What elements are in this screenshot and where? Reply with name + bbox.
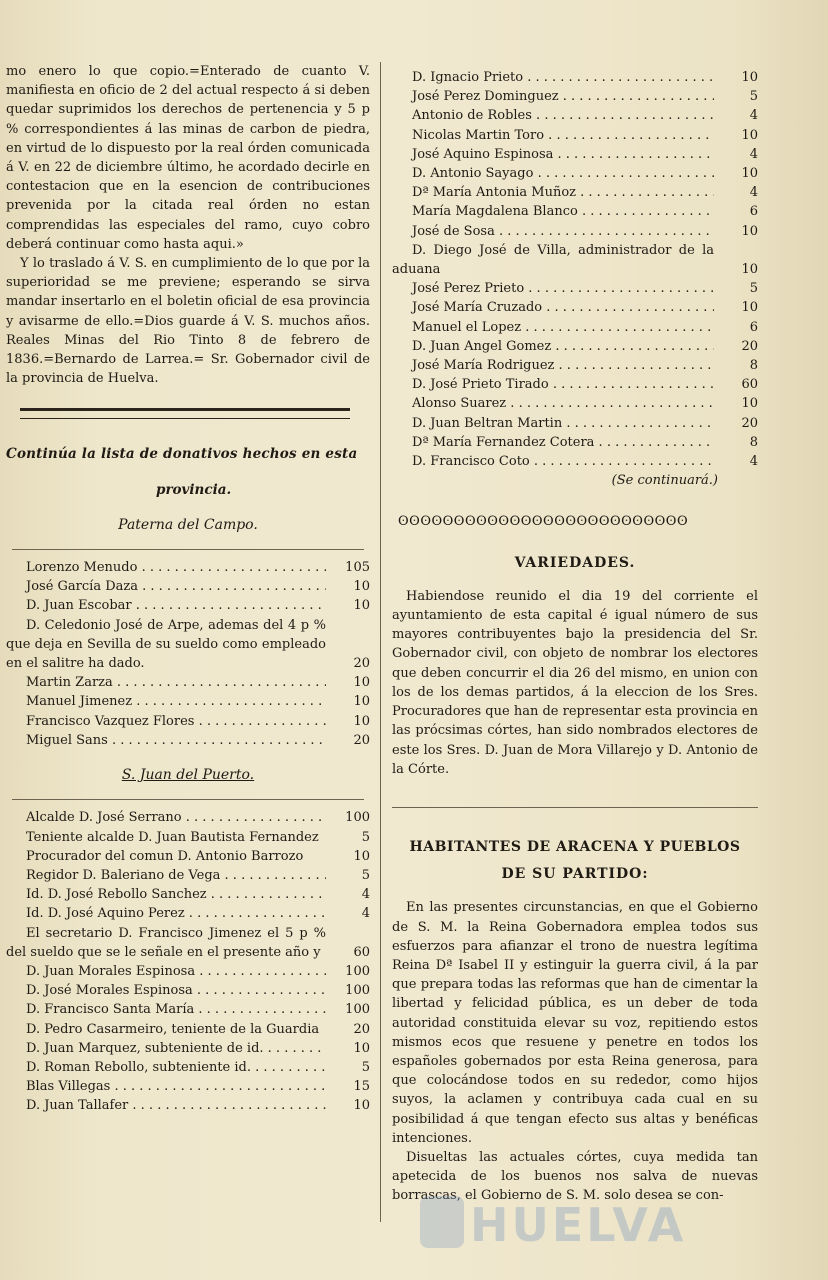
donor-text: D. Celedonio José de Arpe, ademas del 4 p % que deja en Sevilla de su sueldo como empleado en el salitre ha dado.: [6, 617, 326, 672]
donor-entry: [6, 885, 370, 904]
donor-list-continued: [392, 68, 758, 241]
donor-amount: 10: [741, 166, 758, 182]
left-column: [6, 62, 370, 1116]
donor-list-paterna: [6, 558, 370, 616]
donor-amount: 10: [741, 70, 758, 85]
watermark-logo-icon: [420, 1196, 464, 1248]
donor-name: Francisco Vazquez Flores . . .: [6, 712, 326, 731]
donor-amount: 6: [749, 319, 758, 335]
donor-name: Alcalde D. José Serrano . . .: [6, 808, 326, 827]
continued-note: (Se continuará.): [611, 473, 718, 489]
donor-text: D. Diego José de Villa, administrador de la aduana: [392, 242, 714, 278]
donor-name: D. Juan Angel Gomez . . .: [392, 337, 714, 356]
donor-list-continued-2: [392, 279, 758, 471]
donor-amount: 100: [345, 963, 370, 979]
donor-name: José de Sosa . . .: [392, 222, 714, 241]
donor-entry-alcalde: [6, 808, 370, 827]
donor-amount: 5: [749, 89, 758, 105]
donor-name: María Magdalena Blanco . . .: [392, 202, 714, 221]
donor-name: José García Daza . . .: [6, 577, 326, 596]
donor-entry: [6, 731, 370, 750]
variedades-heading: VARIEDADES.: [514, 554, 636, 571]
donor-name: José María Cruzado . . .: [392, 298, 714, 317]
donor-name: Martin Zarza . . .: [6, 673, 326, 692]
column-divider: [380, 62, 381, 1222]
donor-amount: 4: [749, 454, 758, 470]
donor-entry: [392, 394, 758, 413]
donor-amount: 10: [353, 675, 370, 691]
habitantes-paragraph-2: Disueltas las actuales córtes, cuya medida tan apetecida de los buenos nos salva de nuevas borrascas, el Gobierno de S. M. solo desea se con-: [392, 1149, 758, 1204]
list-title-cont: provincia.: [156, 481, 232, 498]
donor-amount: 10: [353, 694, 370, 710]
section-rule: [392, 807, 758, 808]
donor-entry: [392, 452, 758, 471]
donor-entry-secretario: [6, 924, 370, 962]
donor-name: José Perez Dominguez . . .: [392, 87, 714, 106]
donor-entry: [6, 558, 370, 577]
donor-name: D. Ignacio Prieto . . .: [392, 68, 714, 87]
donor-entry: [6, 904, 370, 923]
donor-entry: [392, 356, 758, 375]
donor-entry-arpe: [6, 616, 370, 674]
donor-entry: [392, 433, 758, 452]
donor-entry: [6, 981, 370, 1000]
donor-amount: 60: [353, 944, 370, 960]
donor-amount: 20: [741, 338, 758, 354]
donor-amount: 6: [749, 204, 758, 220]
donor-entry: [392, 414, 758, 433]
donor-entry: [6, 577, 370, 596]
donor-amount: 10: [353, 1098, 370, 1114]
donor-amount: 10: [353, 848, 370, 864]
donor-amount: 5: [749, 281, 758, 297]
donor-entry: [392, 106, 758, 125]
donor-amount: 15: [353, 1079, 370, 1095]
donor-amount: 4: [361, 887, 370, 903]
donor-entry: [392, 126, 758, 145]
donor-list-sanjuan-2: [6, 962, 370, 1020]
donor-amount: 100: [345, 1002, 370, 1018]
donor-name: Id. D. José Aquino Perez . . .: [6, 904, 326, 923]
donor-entry-teniente: [6, 828, 370, 847]
intro-paragraph: mo enero lo que copio.=Enterado de cuanto V. manifiesta en oficio de 2 del actual respecto á si deben quedar suprimidos los derechos de pertenencia y 5 p % correspondientes á las minas de carbon de piedra, en virtud de lo dispuesto por la real órden comunicada á V. en 22 de diciembre último, he acordado decirle en contestacion que en la esencion de contribuciones prevenida por la citada real órden no estan comprendidas las especiales del ramo, cuyo cobro deberá continuar como hasta aqui.»: [6, 64, 370, 252]
donor-entry: [6, 596, 370, 615]
donor-entry: [6, 1077, 370, 1096]
donor-entry-villa: [392, 241, 758, 279]
donor-amount: 5: [361, 867, 370, 883]
donor-name: D. José Prieto Tirado . . .: [392, 375, 714, 394]
donor-name: Dª María Fernandez Cotera . . .: [392, 433, 714, 452]
donor-name: Regidor D. Baleriano de Vega . . .: [6, 866, 326, 885]
donor-entry: [392, 222, 758, 241]
donor-name: D. Antonio Sayago . . .: [392, 164, 714, 183]
watermark: HUELVA: [470, 1198, 687, 1252]
donor-name: Manuel el Lopez . . .: [392, 318, 714, 337]
donor-amount: 20: [353, 656, 370, 672]
donor-text: El secretario D. Francisco Jimenez el 5 p % del sueldo que se le señale en el presente año y: [6, 925, 326, 960]
donor-entry: [6, 1039, 370, 1058]
donor-text: Procurador del comun D. Antonio Barrozo: [26, 848, 304, 864]
donor-text: Teniente alcalde D. Juan Bautista Fernandez: [26, 829, 319, 845]
donor-list-paterna-2: [6, 673, 370, 750]
donor-amount: 8: [749, 358, 758, 374]
habitantes-heading: HABITANTES DE ARACENA Y PUEBLOS: [409, 838, 741, 855]
donor-name: D. Francisco Santa María . . .: [6, 1000, 326, 1019]
donor-name: Id. D. José Rebollo Sanchez . . .: [6, 885, 326, 904]
donor-name: D. José Morales Espinosa . . .: [6, 981, 326, 1000]
donor-amount: 8: [749, 434, 758, 450]
donor-amount: 10: [741, 396, 758, 412]
donor-amount: 10: [741, 223, 758, 239]
donor-entry: [6, 673, 370, 692]
donor-entry: [392, 164, 758, 183]
donor-name: D. Juan Escobar . . .: [6, 596, 326, 615]
donor-amount: 10: [353, 579, 370, 595]
donor-amount: 10: [741, 127, 758, 143]
donor-name: José María Rodriguez . . .: [392, 356, 714, 375]
donor-amount: 10: [741, 300, 758, 316]
section-divider: [20, 408, 350, 419]
donor-entry: [6, 1000, 370, 1019]
donor-name: D. Francisco Coto . . .: [392, 452, 714, 471]
donor-entry: [392, 318, 758, 337]
town-rule: [12, 549, 364, 550]
donor-name: Dª María Antonia Muñoz . . .: [392, 183, 714, 202]
traslado-paragraph: Y lo traslado á V. S. en cumplimiento de lo que por la superioridad se me previene; esperando se sirva mandar insertarlo en el boletin oficial de esa provincia y avisarme de ello.=Dios guarde á V. S. muchos años. Reales Minas del Rio Tinto 8 de febrero de 1836.=Bernardo de Larrea.= Sr. Gobernador civil de la provincia de Huelva.: [6, 256, 370, 387]
donor-entry: [6, 962, 370, 981]
donor-name: Antonio de Robles . . .: [392, 106, 714, 125]
donor-amount: 5: [361, 1059, 370, 1075]
donor-entry-procurador: [6, 847, 370, 866]
donor-entry: [392, 202, 758, 221]
list-title: Continúa la lista de donativos hechos en esta: [6, 446, 358, 463]
donor-amount: 4: [361, 906, 370, 922]
donor-name: Alonso Suarez . . .: [392, 394, 714, 413]
donor-amount: 5: [361, 829, 370, 845]
donor-amount: 4: [749, 185, 758, 201]
donor-amount: 20: [353, 732, 370, 748]
donor-entry: [392, 183, 758, 202]
donor-amount: 60: [741, 377, 758, 393]
donor-text: D. Pedro Casarmeiro, teniente de la Guardia: [26, 1021, 320, 1037]
right-column: [392, 68, 758, 1206]
habitantes-subheading: DE SU PARTIDO:: [501, 866, 649, 883]
donor-amount: 20: [353, 1021, 370, 1037]
donor-amount: 10: [353, 1040, 370, 1056]
donor-amount: 10: [353, 713, 370, 729]
donor-name: D. Juan Morales Espinosa . . .: [6, 962, 326, 981]
donor-name: D. Juan Marquez, subteniente de id. . . .: [6, 1039, 326, 1058]
donor-name: Nicolas Martin Toro . . .: [392, 126, 714, 145]
donor-amount: 4: [749, 108, 758, 124]
ornament-divider: ʘʘʘʘʘʘʘʘʘʘʘʘʘʘʘʘʘʘʘʘʘʘʘʘʘʘ: [398, 514, 689, 530]
donor-entry: [392, 68, 758, 87]
donor-name: Lorenzo Menudo . . .: [6, 558, 326, 577]
town-rule: [12, 799, 364, 800]
donor-entry: [6, 1058, 370, 1077]
donor-amount: 20: [741, 415, 758, 431]
habitantes-paragraph-1: En las presentes circunstancias, en que el Gobierno de S. M. la Reina Gobernadora emplea todos sus esfuerzos para afianzar el trono de nuestra legítima Reina Dª Isabel II y estinguir la guerra civil, á la par que prepara todas las reformas que han de cimentar la libertad y felicidad pública, es un deber de toda autoridad constituida elevar su voz, repitiendo estos mismos ecos que resuene y penetre en todos los españoles gobernados por esta Reina generosa, para que colocándose todos en su rededor, como hijos suyos, la aclamen y contribuya cada cual en su posibilidad á que tengan efecto sus altas y benéficas intenciones.: [392, 900, 758, 1146]
donor-entry: [392, 145, 758, 164]
donor-entry: [6, 1096, 370, 1115]
donor-entry: [6, 692, 370, 711]
donor-name: Blas Villegas . . .: [6, 1077, 326, 1096]
donor-name: D. Juan Tallafer . . .: [6, 1096, 326, 1115]
donor-name: José Aquino Espinosa . . .: [392, 145, 714, 164]
donor-entry: [392, 375, 758, 394]
donor-name: Manuel Jimenez . . .: [6, 692, 326, 711]
donor-amount: 4: [749, 146, 758, 162]
donor-name: D. Juan Beltran Martin . . .: [392, 414, 714, 433]
donor-entry-casarmeiro: [6, 1020, 370, 1039]
town-heading-sanjuan: S. Juan del Puerto.: [121, 767, 255, 784]
donor-entry: [392, 279, 758, 298]
donor-amount: 10: [741, 262, 758, 278]
donor-list-sanjuan-3: [6, 1039, 370, 1116]
donor-amount: 105: [345, 560, 370, 576]
donor-name: José Perez Prieto . . .: [392, 279, 714, 298]
donor-entry: [392, 298, 758, 317]
donor-amount: 10: [353, 598, 370, 614]
town-heading-paterna: Paterna del Campo.: [118, 516, 258, 533]
donor-entry: [392, 87, 758, 106]
donor-amount: 100: [345, 983, 370, 999]
variedades-paragraph: Habiendose reunido el dia 19 del corriente el ayuntamiento de esta capital é igual número de sus mayores contribuyentes bajo la presidencia del Sr. Gobernador civil, con objeto de nombrar los electores que deben concurrir el dia 26 del mismo, en union con los de los demas partidos, á la eleccion de los Sres. Procuradores que han de representar esta provincia en las prócsimas córtes, han sido nombrados electores de este los Sres. D. Juan de Mora Villarejo y D. Antonio de la Córte.: [392, 588, 758, 777]
donor-list-sanjuan: [6, 866, 370, 924]
donor-entry: [392, 337, 758, 356]
donor-name: Miguel Sans . . .: [6, 731, 326, 750]
donor-entry: [6, 866, 370, 885]
donor-entry: [6, 712, 370, 731]
donor-amount: 100: [345, 810, 370, 826]
donor-name: D. Roman Rebollo, subteniente id. . . .: [6, 1058, 326, 1077]
